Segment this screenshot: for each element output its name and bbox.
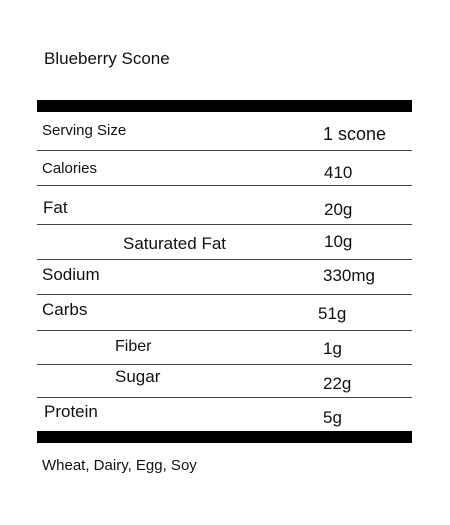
row-divider	[37, 397, 412, 398]
row-divider	[37, 185, 412, 186]
serving-size-value: 1 scone	[323, 124, 387, 144]
fat-value: 20g	[324, 200, 353, 219]
calories-value: 410	[324, 163, 353, 182]
top-divider-bar	[37, 100, 412, 112]
row-divider	[37, 150, 412, 151]
calories-label: Calories	[42, 160, 98, 177]
row-divider	[37, 364, 412, 365]
protein-label: Protein	[44, 402, 98, 421]
row-divider	[37, 259, 412, 260]
serving-size-label: Serving Size	[42, 122, 127, 139]
fiber-label: Fiber	[115, 338, 152, 355]
sodium-value: 330mg	[323, 266, 375, 285]
sugar-label: Sugar	[115, 367, 161, 386]
sodium-label: Sodium	[42, 265, 100, 284]
protein-value: 5g	[323, 408, 342, 427]
bottom-divider-bar	[37, 431, 412, 443]
fiber-value: 1g	[323, 339, 342, 358]
row-divider	[37, 330, 412, 331]
product-title: Blueberry Scone	[44, 49, 170, 68]
carbs-value: 51g	[318, 304, 347, 323]
fat-label: Fat	[43, 198, 68, 217]
saturated-fat-label: Saturated Fat	[123, 234, 227, 253]
row-divider	[37, 294, 412, 295]
allergen-list: Wheat, Dairy, Egg, Soy	[42, 457, 197, 474]
sugar-value: 22g	[323, 374, 352, 393]
carbs-label: Carbs	[42, 300, 88, 319]
row-divider	[37, 224, 412, 225]
saturated-fat-value: 10g	[324, 232, 353, 251]
